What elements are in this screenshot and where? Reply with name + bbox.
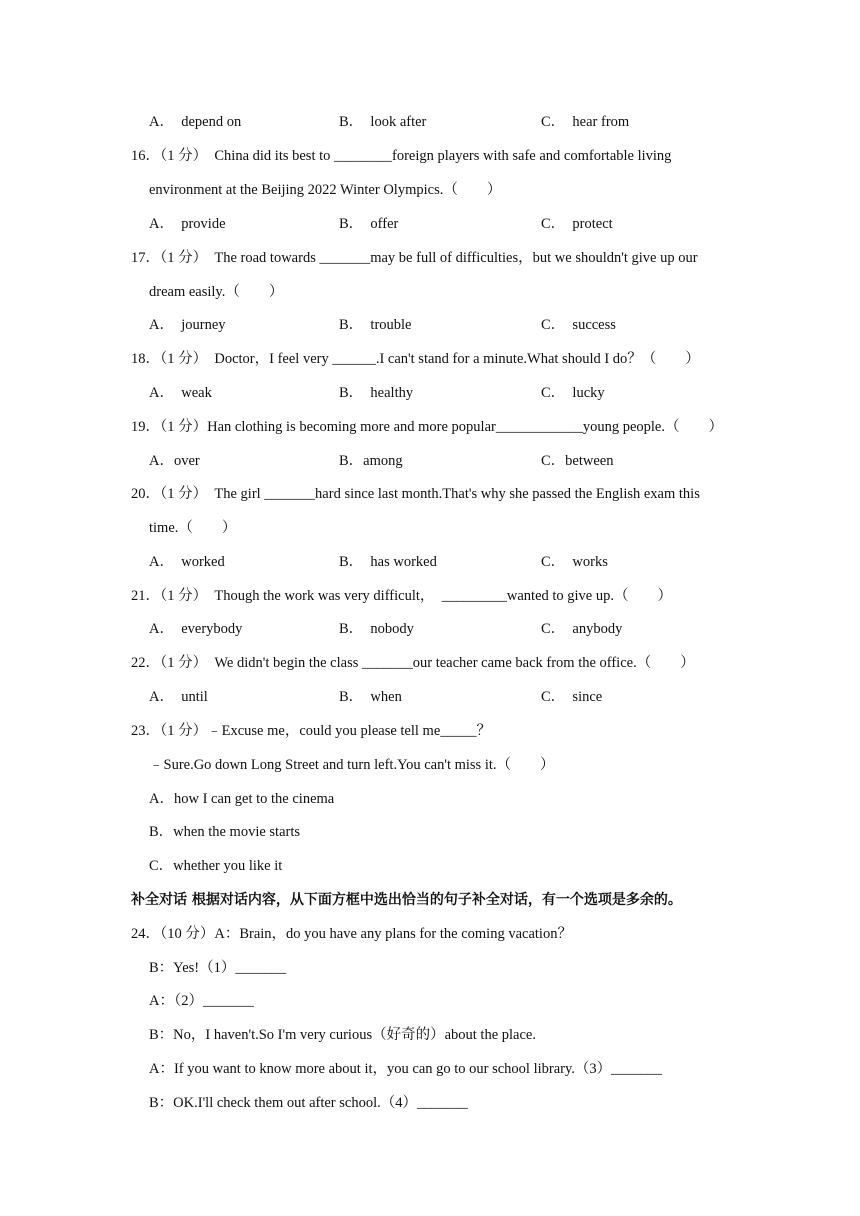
q17-option-b: B． trouble: [339, 317, 412, 333]
q18-option-b: B． healthy: [339, 385, 414, 401]
q16-stem-line2: environment at the Beijing 2022 Winter Olympics.（ ）: [149, 182, 502, 198]
q23-stem-line2: ﹣Sure.Go down Long Street and turn left.You can't miss it.（ ）: [149, 757, 555, 773]
q22-stem: 22．（1 分） We didn't begin the class _______our teacher came back from the office.（ ）: [131, 655, 695, 671]
q16-option-a: A． provide: [149, 216, 226, 232]
q20-option-b: B． has worked: [339, 554, 437, 570]
q15-option-a: A． depend on: [149, 114, 242, 130]
q23-option-c: C．whether you like it: [149, 858, 283, 874]
q18-option-a: A． weak: [149, 385, 212, 401]
q19-stem: 19．（1 分）Han clothing is becoming more and more popular____________young people.（ ）: [131, 419, 723, 435]
q22-option-b: B． when: [339, 689, 402, 705]
q15-option-b: B． look after: [339, 114, 427, 130]
q23-option-b: B．when the movie starts: [149, 824, 301, 840]
q17-stem-line2: dream easily.（ ）: [149, 284, 284, 300]
q24-stem: 24．（10 分）A：Brain，do you have any plans for the coming vacation？: [131, 926, 572, 942]
section-heading: 补全对话 根据对话内容，从下面方框中选出恰当的句子补全对话，有一个选项是多余的。: [131, 892, 682, 908]
q24-dialogue-line-1: B：Yes!（1）_______: [149, 960, 287, 976]
q19-option-c: C．between: [541, 453, 614, 469]
q20-option-c: C． works: [541, 554, 608, 570]
q23-option-a: A．how I can get to the cinema: [149, 791, 335, 807]
q21-option-c: C． anybody: [541, 621, 623, 637]
q16-option-c: C． protect: [541, 216, 613, 232]
q18-stem: 18．（1 分） Doctor，I feel very ______.I can't stand for a minute.What should I do？（ ）: [131, 351, 700, 367]
q20-stem-line2: time.（ ）: [149, 520, 237, 536]
q17-option-c: C． success: [541, 317, 616, 333]
q17-option-a: A． journey: [149, 317, 226, 333]
q18-option-c: C． lucky: [541, 385, 605, 401]
q19-option-a: A．over: [149, 453, 200, 469]
q21-option-b: B． nobody: [339, 621, 414, 637]
q16-option-b: B． offer: [339, 216, 399, 232]
q21-stem: 21．（1 分） Though the work was very difficult， _________wanted to give up.（ ）: [131, 588, 672, 604]
q16-stem-line1: 16．（1 分） China did its best to ________foreign players with safe and comfortable living: [131, 148, 672, 164]
q15-option-c: C． hear from: [541, 114, 630, 130]
q24-dialogue-line-3: B：No，I haven't.So I'm very curious（好奇的）about the place.: [149, 1027, 536, 1043]
q21-option-a: A． everybody: [149, 621, 243, 637]
q20-stem-line1: 20．（1 分） The girl _______hard since last month.That's why she passed the English exam this: [131, 486, 700, 502]
q24-dialogue-line-2: A：（2）_______: [149, 993, 254, 1009]
q22-option-a: A． until: [149, 689, 208, 705]
q23-stem-line1: 23．（1 分）﹣Excuse me，could you please tell me_____？: [131, 723, 492, 739]
q17-stem-line1: 17．（1 分） The road towards _______may be full of difficulties，but we shouldn't give up our: [131, 250, 698, 266]
q22-option-c: C． since: [541, 689, 603, 705]
q24-dialogue-line-4: A：If you want to know more about it，you can go to our school library.（3）_______: [149, 1061, 662, 1077]
q20-option-a: A． worked: [149, 554, 225, 570]
q19-option-b: B．among: [339, 453, 403, 469]
q24-dialogue-line-5: B：OK.I'll check them out after school.（4）_______: [149, 1095, 468, 1111]
